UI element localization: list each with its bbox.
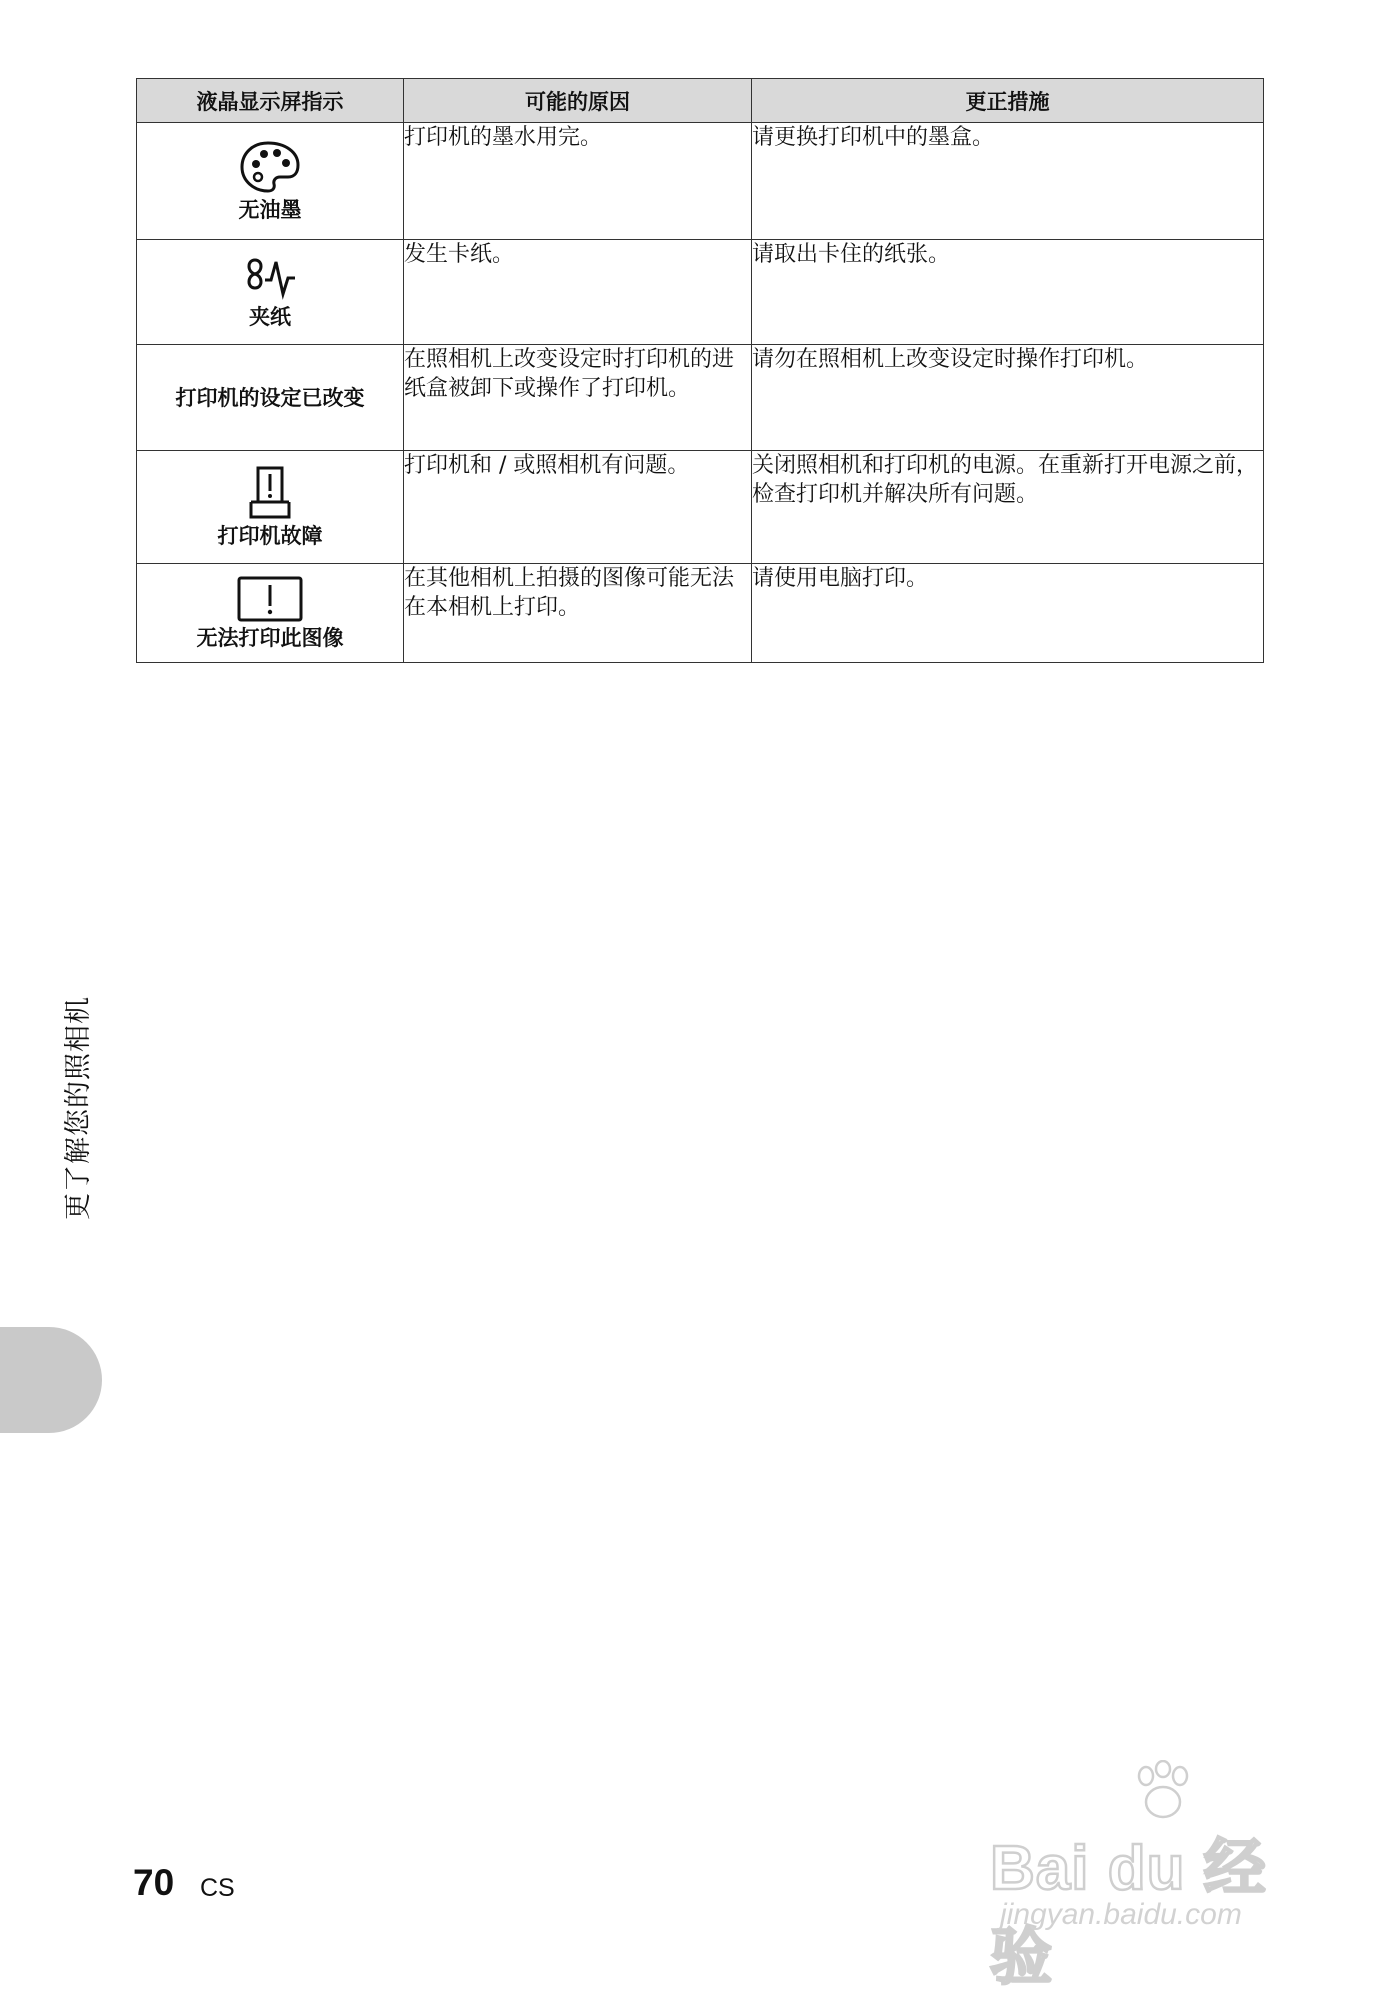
header-indicator: 液晶显示屏指示 [137, 79, 404, 123]
paw-logo-icon [1130, 1760, 1200, 1824]
paper-jam-icon [241, 254, 299, 302]
cause-cell: 在照相机上改变设定时打印机的进纸盒被卸下或操作了打印机。 [404, 345, 752, 451]
indicator-cell [137, 123, 404, 240]
printer-error-icon [242, 465, 298, 521]
header-action: 更正措施 [752, 79, 1264, 123]
cause-cell: 发生卡纸。 [404, 240, 752, 345]
language-code: CS [200, 1874, 235, 1902]
action-cell: 请取出卡住的纸张。 [752, 240, 1264, 345]
table-row [137, 451, 1264, 564]
ink-palette-icon [238, 139, 302, 195]
header-cause: 可能的原因 [404, 79, 752, 123]
watermark-site: jingyan.baidu.com [1000, 1898, 1242, 1931]
indicator-cell [137, 345, 404, 451]
indicator-label: 夹纸 [249, 305, 291, 329]
table-header-row [137, 79, 1264, 123]
action-cell: 请勿在照相机上改变设定时操作打印机。 [752, 345, 1264, 451]
cause-cell: 在其他相机上拍摄的图像可能无法在本相机上打印。 [404, 564, 752, 663]
chapter-tab-marker [0, 1327, 102, 1433]
action-cell: 请更换打印机中的墨盒。 [752, 123, 1264, 240]
indicator-cell [137, 564, 404, 663]
action-cell: 请使用电脑打印。 [752, 564, 1264, 663]
table-row [137, 564, 1264, 663]
cannot-print-icon [236, 575, 304, 623]
indicator-label: 无油墨 [238, 198, 302, 222]
action-cell: 关闭照相机和打印机的电源。在重新打开电源之前，检查打印机并解决所有问题。 [752, 451, 1264, 564]
indicator-label: 无法打印此图像 [196, 626, 344, 650]
indicator-label: 打印机的设定已改变 [175, 385, 365, 410]
table-row [137, 345, 1264, 451]
table-row [137, 240, 1264, 345]
indicator-label: 打印机故障 [217, 524, 323, 548]
chapter-side-title: 更了解您的照相机 [63, 996, 94, 1220]
page-number: 70 [133, 1862, 175, 1903]
printer-error-table [136, 78, 1264, 663]
table-row [137, 123, 1264, 240]
cause-cell: 打印机的墨水用完。 [404, 123, 752, 240]
baidu-jingyan-watermark [990, 1760, 1320, 1992]
watermark-brand: Bai du 经验 [990, 1834, 1267, 1992]
cause-cell: 打印机和 / 或照相机有问题。 [404, 451, 752, 564]
indicator-cell [137, 240, 404, 345]
indicator-cell [137, 451, 404, 564]
